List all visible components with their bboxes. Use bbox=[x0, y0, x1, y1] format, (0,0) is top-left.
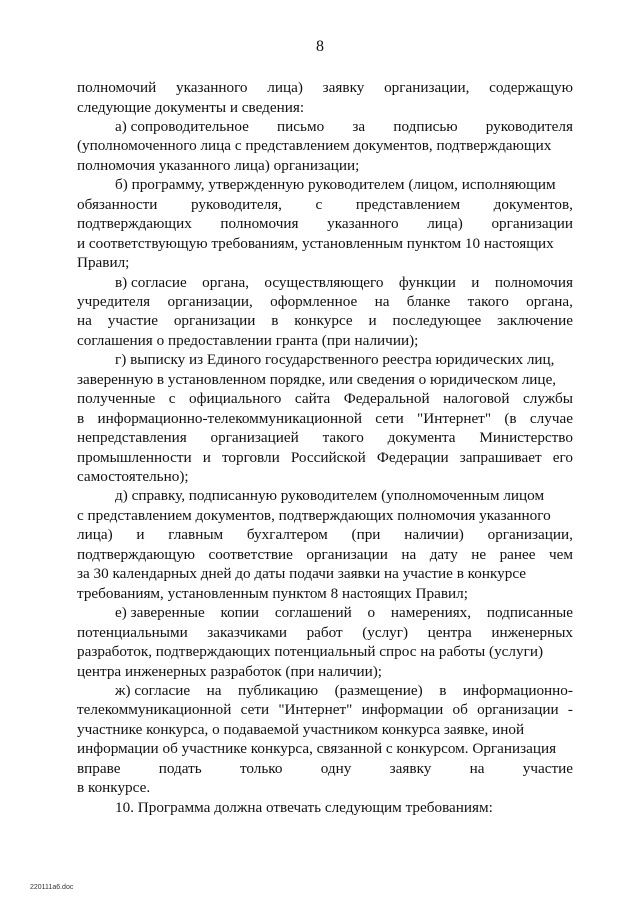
text-segment: в конкурсе. bbox=[77, 779, 151, 797]
text-segment: непредставления bbox=[77, 429, 187, 447]
text-segment: организации, bbox=[167, 292, 253, 310]
text-segment: сети bbox=[375, 409, 404, 427]
text-segment: работ bbox=[306, 623, 343, 641]
text-segment: информации об участнике конкурса, связанной с конкурсом. Организация bbox=[77, 740, 557, 758]
text-line bbox=[77, 720, 573, 740]
text-segment: (размещение) bbox=[334, 681, 423, 699]
text-segment: о bbox=[367, 604, 376, 622]
text-segment: заключение bbox=[497, 312, 573, 330]
text-segment: полномочия bbox=[220, 215, 299, 233]
text-segment: информации bbox=[361, 701, 444, 719]
text-line bbox=[77, 370, 573, 390]
text-segment: на bbox=[401, 545, 417, 563]
text-segment: с bbox=[315, 195, 323, 213]
text-segment: налоговой bbox=[443, 390, 510, 408]
text-segment: промышленности bbox=[77, 448, 192, 466]
text-segment: на bbox=[206, 681, 222, 699]
text-segment: за 30 календарных дней до даты подачи заявки на участие в конкурсе bbox=[77, 565, 527, 583]
text-segment: полномочия bbox=[494, 273, 573, 291]
text-segment: только bbox=[239, 759, 283, 777]
text-line bbox=[77, 623, 573, 643]
text-segment: сети bbox=[240, 701, 270, 719]
text-segment: за bbox=[352, 117, 366, 135]
text-line bbox=[77, 98, 573, 118]
text-segment: (в bbox=[504, 409, 517, 427]
text-segment: (уполномоченного лица с представлением документов, подтверждающих bbox=[77, 137, 552, 155]
text-segment: Федерации bbox=[376, 448, 449, 466]
text-segment: подтверждающую bbox=[77, 545, 196, 563]
text-segment: на bbox=[374, 292, 390, 310]
text-line bbox=[77, 506, 573, 526]
text-line bbox=[77, 564, 573, 584]
text-segment: письмо bbox=[277, 117, 325, 135]
text-line bbox=[115, 350, 573, 370]
text-line bbox=[115, 603, 573, 623]
text-segment: в) согласие bbox=[115, 273, 187, 291]
text-segment: и bbox=[202, 448, 211, 466]
text-segment: бланке bbox=[406, 292, 451, 310]
text-segment: сайта bbox=[294, 390, 331, 408]
text-segment: информационно- bbox=[462, 681, 573, 699]
text-segment: копии bbox=[220, 604, 260, 622]
text-segment: чем bbox=[548, 545, 573, 563]
text-segment: руководителя bbox=[485, 117, 573, 135]
text-segment: на bbox=[77, 312, 92, 330]
text-line bbox=[77, 759, 573, 779]
text-segment: намерениях, bbox=[390, 604, 472, 622]
text-line bbox=[115, 486, 573, 506]
text-segment: на bbox=[469, 759, 485, 777]
text-segment: дату bbox=[429, 545, 458, 563]
text-line bbox=[115, 117, 573, 137]
text-segment: бухгалтером bbox=[246, 526, 328, 544]
text-segment: организации bbox=[477, 701, 559, 719]
text-segment: подтверждающих bbox=[77, 215, 192, 233]
text-line bbox=[77, 448, 573, 468]
text-segment: руководителя, bbox=[190, 195, 282, 213]
text-segment: органа, bbox=[202, 273, 249, 291]
text-segment: с bbox=[168, 390, 176, 408]
text-segment: организацией bbox=[210, 429, 299, 447]
text-segment: запрашивает bbox=[459, 448, 542, 466]
text-line bbox=[77, 253, 573, 273]
text-segment: "Интернет" bbox=[278, 701, 353, 719]
text-segment: и bbox=[136, 526, 145, 544]
text-line bbox=[77, 525, 573, 545]
text-segment: в bbox=[271, 312, 279, 330]
text-segment: центра bbox=[427, 623, 472, 641]
text-segment: в bbox=[77, 409, 85, 427]
text-segment: не bbox=[471, 545, 487, 563]
text-segment: информационно-телекоммуникационной bbox=[97, 409, 362, 427]
text-segment: Министерство bbox=[479, 429, 573, 447]
text-segment: участие bbox=[522, 759, 573, 777]
text-segment: подписанные bbox=[486, 604, 573, 622]
text-segment: телекоммуникационной bbox=[77, 701, 232, 719]
text-segment: Российской bbox=[290, 448, 366, 466]
text-segment: подписью bbox=[393, 117, 458, 135]
text-line bbox=[77, 778, 573, 798]
text-segment: последующее bbox=[392, 312, 482, 330]
text-segment: полномочия указанного лица) организации; bbox=[77, 156, 360, 174]
text-segment: лица) bbox=[77, 526, 113, 544]
text-segment: официального bbox=[189, 390, 282, 408]
text-segment: соглашения о предоставлении гранта (при наличии); bbox=[77, 331, 419, 349]
text-line bbox=[77, 584, 573, 604]
text-line bbox=[77, 409, 573, 429]
text-segment: лица) bbox=[427, 215, 463, 233]
text-line bbox=[115, 681, 573, 701]
text-segment: разработок, подтверждающих потенциальный спрос на работы (услуги) bbox=[77, 643, 544, 660]
text-segment: документа bbox=[387, 429, 456, 447]
text-segment: (услуг) bbox=[362, 623, 409, 641]
text-segment: ж) согласие bbox=[115, 681, 191, 699]
text-segment: представлением bbox=[355, 195, 461, 213]
text-segment: заявку bbox=[322, 79, 365, 96]
text-segment: б) программу, утвержденную руководителем (лицом, исполняющим bbox=[115, 176, 556, 194]
text-segment: торговли bbox=[221, 448, 280, 466]
text-line bbox=[77, 311, 573, 331]
text-segment: организации bbox=[173, 312, 256, 330]
text-segment: (при bbox=[351, 526, 381, 544]
text-segment: указанного bbox=[327, 215, 399, 233]
text-segment: и bbox=[368, 312, 377, 330]
text-segment: в bbox=[439, 681, 447, 699]
text-segment: и bbox=[471, 273, 480, 291]
text-segment: органа, bbox=[526, 292, 573, 310]
text-segment: следующие документы и сведения: bbox=[77, 98, 305, 116]
text-line bbox=[77, 234, 573, 254]
text-segment: функции bbox=[398, 273, 456, 291]
text-line bbox=[115, 273, 573, 293]
text-line bbox=[77, 739, 573, 759]
text-segment: потенциальными bbox=[77, 623, 188, 641]
text-segment: "Интернет" bbox=[417, 409, 492, 427]
text-line bbox=[77, 195, 573, 215]
text-line bbox=[77, 642, 573, 662]
text-segment: заявку bbox=[389, 759, 432, 777]
text-segment: самостоятельно); bbox=[77, 468, 189, 485]
text-segment: публикацию bbox=[238, 681, 319, 699]
text-segment: участнике конкурса, о подаваемой участником конкурса заявке, иной bbox=[77, 720, 525, 738]
text-segment: полномочий bbox=[77, 79, 157, 96]
text-segment: осуществляющего bbox=[264, 273, 384, 291]
text-segment: организации bbox=[491, 215, 573, 233]
text-segment: организации, bbox=[487, 526, 573, 544]
text-line bbox=[77, 662, 573, 682]
text-segment: организации bbox=[306, 545, 388, 563]
text-segment: службы bbox=[523, 390, 573, 408]
text-segment: наличии) bbox=[404, 526, 464, 544]
text-segment: одну bbox=[320, 759, 352, 777]
text-segment: центра инженерных разработок (при наличии); bbox=[77, 662, 383, 680]
text-segment: вправе bbox=[77, 759, 121, 777]
text-segment: Федеральной bbox=[343, 390, 430, 408]
text-segment: главным bbox=[168, 526, 224, 544]
page-number: 8 bbox=[316, 38, 324, 55]
text-line bbox=[77, 545, 573, 565]
text-line bbox=[77, 292, 573, 312]
text-line bbox=[77, 428, 573, 448]
text-line bbox=[77, 700, 573, 720]
text-segment: такого bbox=[467, 292, 509, 310]
text-segment: лица) bbox=[267, 79, 303, 96]
text-segment: участие bbox=[107, 312, 158, 330]
text-line bbox=[77, 467, 573, 487]
text-line bbox=[77, 214, 573, 234]
text-line bbox=[77, 156, 573, 176]
text-segment: с представлением документов, подтверждающих полномочия указанного bbox=[77, 506, 551, 524]
text-line bbox=[115, 798, 573, 818]
text-segment: требованиям, установленным пунктом 8 настоящих Правил; bbox=[77, 584, 468, 602]
text-segment: ранее bbox=[499, 545, 536, 563]
text-segment: инженерных bbox=[491, 623, 573, 641]
text-segment: заказчиками bbox=[207, 623, 288, 641]
footer-code: 220111a6.doc bbox=[30, 884, 74, 891]
text-segment: учредителя bbox=[77, 292, 151, 310]
text-segment: г) выписку из Единого государственного реестра юридических лиц, bbox=[115, 351, 555, 369]
text-segment: конкурсе bbox=[294, 312, 353, 330]
text-line bbox=[115, 175, 573, 195]
text-segment: е) заверенные bbox=[115, 604, 205, 622]
text-line bbox=[77, 78, 573, 98]
text-line bbox=[77, 136, 573, 156]
text-segment: полученные bbox=[77, 390, 156, 408]
text-segment: случае bbox=[529, 409, 573, 427]
text-segment: - bbox=[567, 701, 573, 719]
text-segment: организации, bbox=[384, 79, 470, 96]
text-segment: такого bbox=[322, 429, 364, 447]
text-segment: 10. Программа должна отвечать следующим требованиям: bbox=[115, 798, 493, 816]
text-segment: об bbox=[452, 701, 468, 719]
text-segment: содержащую bbox=[489, 79, 573, 96]
text-segment: а) сопроводительное bbox=[115, 117, 249, 135]
text-line bbox=[77, 331, 573, 351]
text-segment: Правил; bbox=[77, 254, 130, 271]
text-segment: документов, bbox=[493, 195, 573, 213]
text-segment: обязанности bbox=[77, 195, 158, 213]
text-segment: указанного bbox=[176, 79, 248, 96]
text-segment: подать bbox=[158, 759, 202, 777]
text-segment: д) справку, подписанную руководителем (уполномоченным лицом bbox=[115, 487, 545, 505]
text-segment: соответствие bbox=[208, 545, 293, 563]
text-segment: его bbox=[552, 448, 573, 466]
text-segment: оформленное bbox=[270, 292, 358, 310]
text-segment: соглашений bbox=[274, 604, 352, 622]
text-segment: и соответствующую требованиям, установленным пунктом 10 настоящих bbox=[77, 234, 554, 252]
text-segment: заверенную в установленном порядке, или сведения о юридическом лице, bbox=[77, 370, 557, 388]
text-line bbox=[77, 389, 573, 409]
